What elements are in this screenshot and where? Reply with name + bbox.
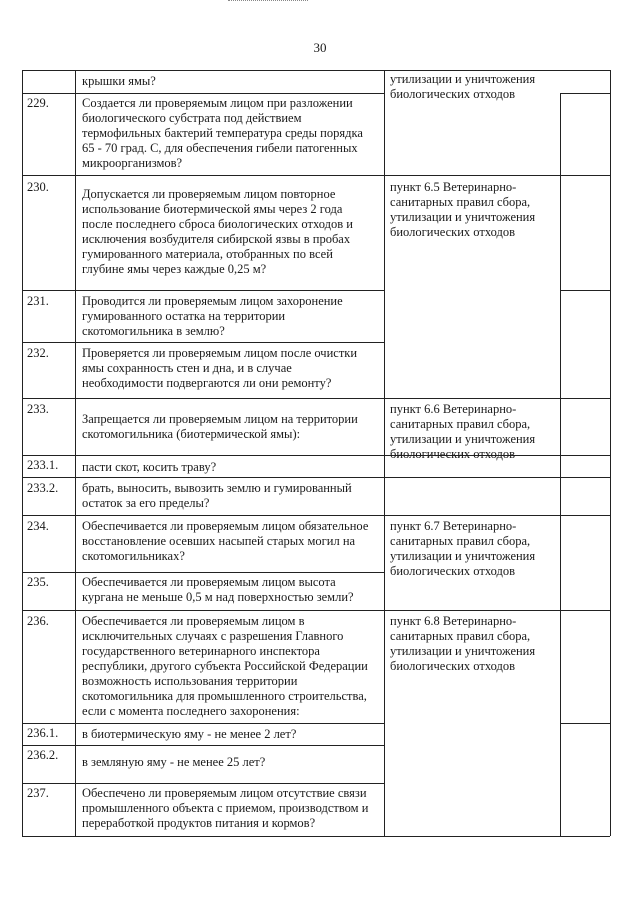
row-divider (22, 610, 610, 611)
legal-reference: пункт 6.5 Ветеринарно- санитарных правил сбора, утилизации и уничтожения биологических отходов (390, 180, 536, 239)
table-border-right (610, 70, 611, 836)
question-text: Проводится ли проверяемым лицом захоронение гумированного остатка на территории скотомогильника в землю? (82, 294, 343, 338)
item-number: 235. (27, 575, 49, 589)
row-divider (22, 342, 384, 343)
column-divider (384, 70, 385, 836)
table-border-left (22, 70, 23, 836)
row-divider (22, 398, 610, 399)
row-divider (22, 175, 610, 176)
table-border-bottom (22, 836, 610, 837)
question-text: Обеспечивается ли проверяемым лицом в исключительных случаях с разрешения Главного государственного ветеринарного инспектора республики, другого субъекта Российской Федерации возможность использования территории скотомогильника для промышленного строительства, если с момента последнего захоронения: (82, 614, 368, 718)
question-text: брать, выносить, вывозить землю и гумированный остаток за его пределы? (82, 481, 352, 510)
row-divider (22, 723, 384, 724)
row-divider (22, 477, 610, 478)
question-text: Обеспечивается ли проверяемым лицом высота кургана не меньше 0,5 м над поверхностью земли? (82, 575, 354, 604)
extra-column-mark (560, 290, 610, 291)
question-text: Создается ли проверяемым лицом при разложении биологического субстрата под действием термофильных бактерий температура среды порядка 65 - 70 град. С, для обеспечения гибели патогенных микроорганизмов? (82, 96, 363, 170)
item-number: 233.2. (27, 481, 59, 495)
item-number: 234. (27, 519, 49, 533)
question-text: Запрещается ли проверяемым лицом на территории скотомогильника (биотермической ямы): (82, 412, 358, 441)
question-text: в земляную яму - не менее 25 лет? (82, 755, 266, 769)
extra-column-mark (560, 723, 610, 724)
legal-reference: пункт 6.6 Ветеринарно- санитарных правил сбора, утилизации и уничтожения биологических отходов (390, 402, 536, 461)
question-text: в биотермическую яму - не менее 2 лет? (82, 727, 297, 741)
question-text: Допускается ли проверяемым лицом повторное использование биотермической ямы через 2 года после последнего сброса биологических отходов и исключения возбудителя сибирской язвы в пробах гумированного материала, отобранных по всей глубине ямы через каждые 0,25 м? (82, 187, 353, 276)
item-number: 231. (27, 294, 49, 308)
row-divider (22, 572, 384, 573)
item-number: 233. (27, 402, 49, 416)
scan-artifact (228, 0, 308, 11)
row-divider (22, 783, 384, 784)
question-text: Обеспечивается ли проверяемым лицом обязательное восстановление осевших насыпей старых могил на скотомогильниках? (82, 519, 369, 563)
question-text: Проверяется ли проверяемым лицом после очистки ямы сохранность стен и дна, и в случае необходимости подвергаются ли они ремонту? (82, 346, 358, 390)
extra-column-mark (560, 93, 610, 94)
legal-reference: пункт 6.7 Ветеринарно- санитарных правил сбора, утилизации и уничтожения биологических отходов (390, 519, 536, 578)
item-number: 229. (27, 96, 49, 110)
item-number: 233.1. (27, 458, 59, 472)
row-divider (22, 515, 610, 516)
column-divider (75, 70, 76, 836)
item-number: 232. (27, 346, 49, 360)
question-text: пасти скот, косить траву? (82, 460, 217, 474)
item-number: 230. (27, 180, 49, 194)
row-divider (22, 93, 384, 94)
question-text: крышки ямы? (82, 74, 156, 88)
item-number: 237. (27, 786, 49, 800)
legal-reference: пункт 6.8 Ветеринарно- санитарных правил сбора, утилизации и уничтожения биологических отходов (390, 614, 536, 673)
row-divider (22, 745, 384, 746)
column-divider (560, 93, 561, 836)
question-text: Обеспечено ли проверяемым лицом отсутствие связи промышленного объекта с приемом, производством и переработкой продуктов питания и кормов? (82, 786, 369, 830)
item-number: 236.2. (27, 748, 59, 762)
legal-reference: утилизации и уничтожения биологических отходов (390, 72, 536, 101)
page-number: 30 (313, 40, 327, 55)
item-number: 236. (27, 614, 49, 628)
item-number: 236.1. (27, 726, 59, 740)
table-border-top (22, 70, 610, 71)
row-divider (22, 290, 384, 291)
